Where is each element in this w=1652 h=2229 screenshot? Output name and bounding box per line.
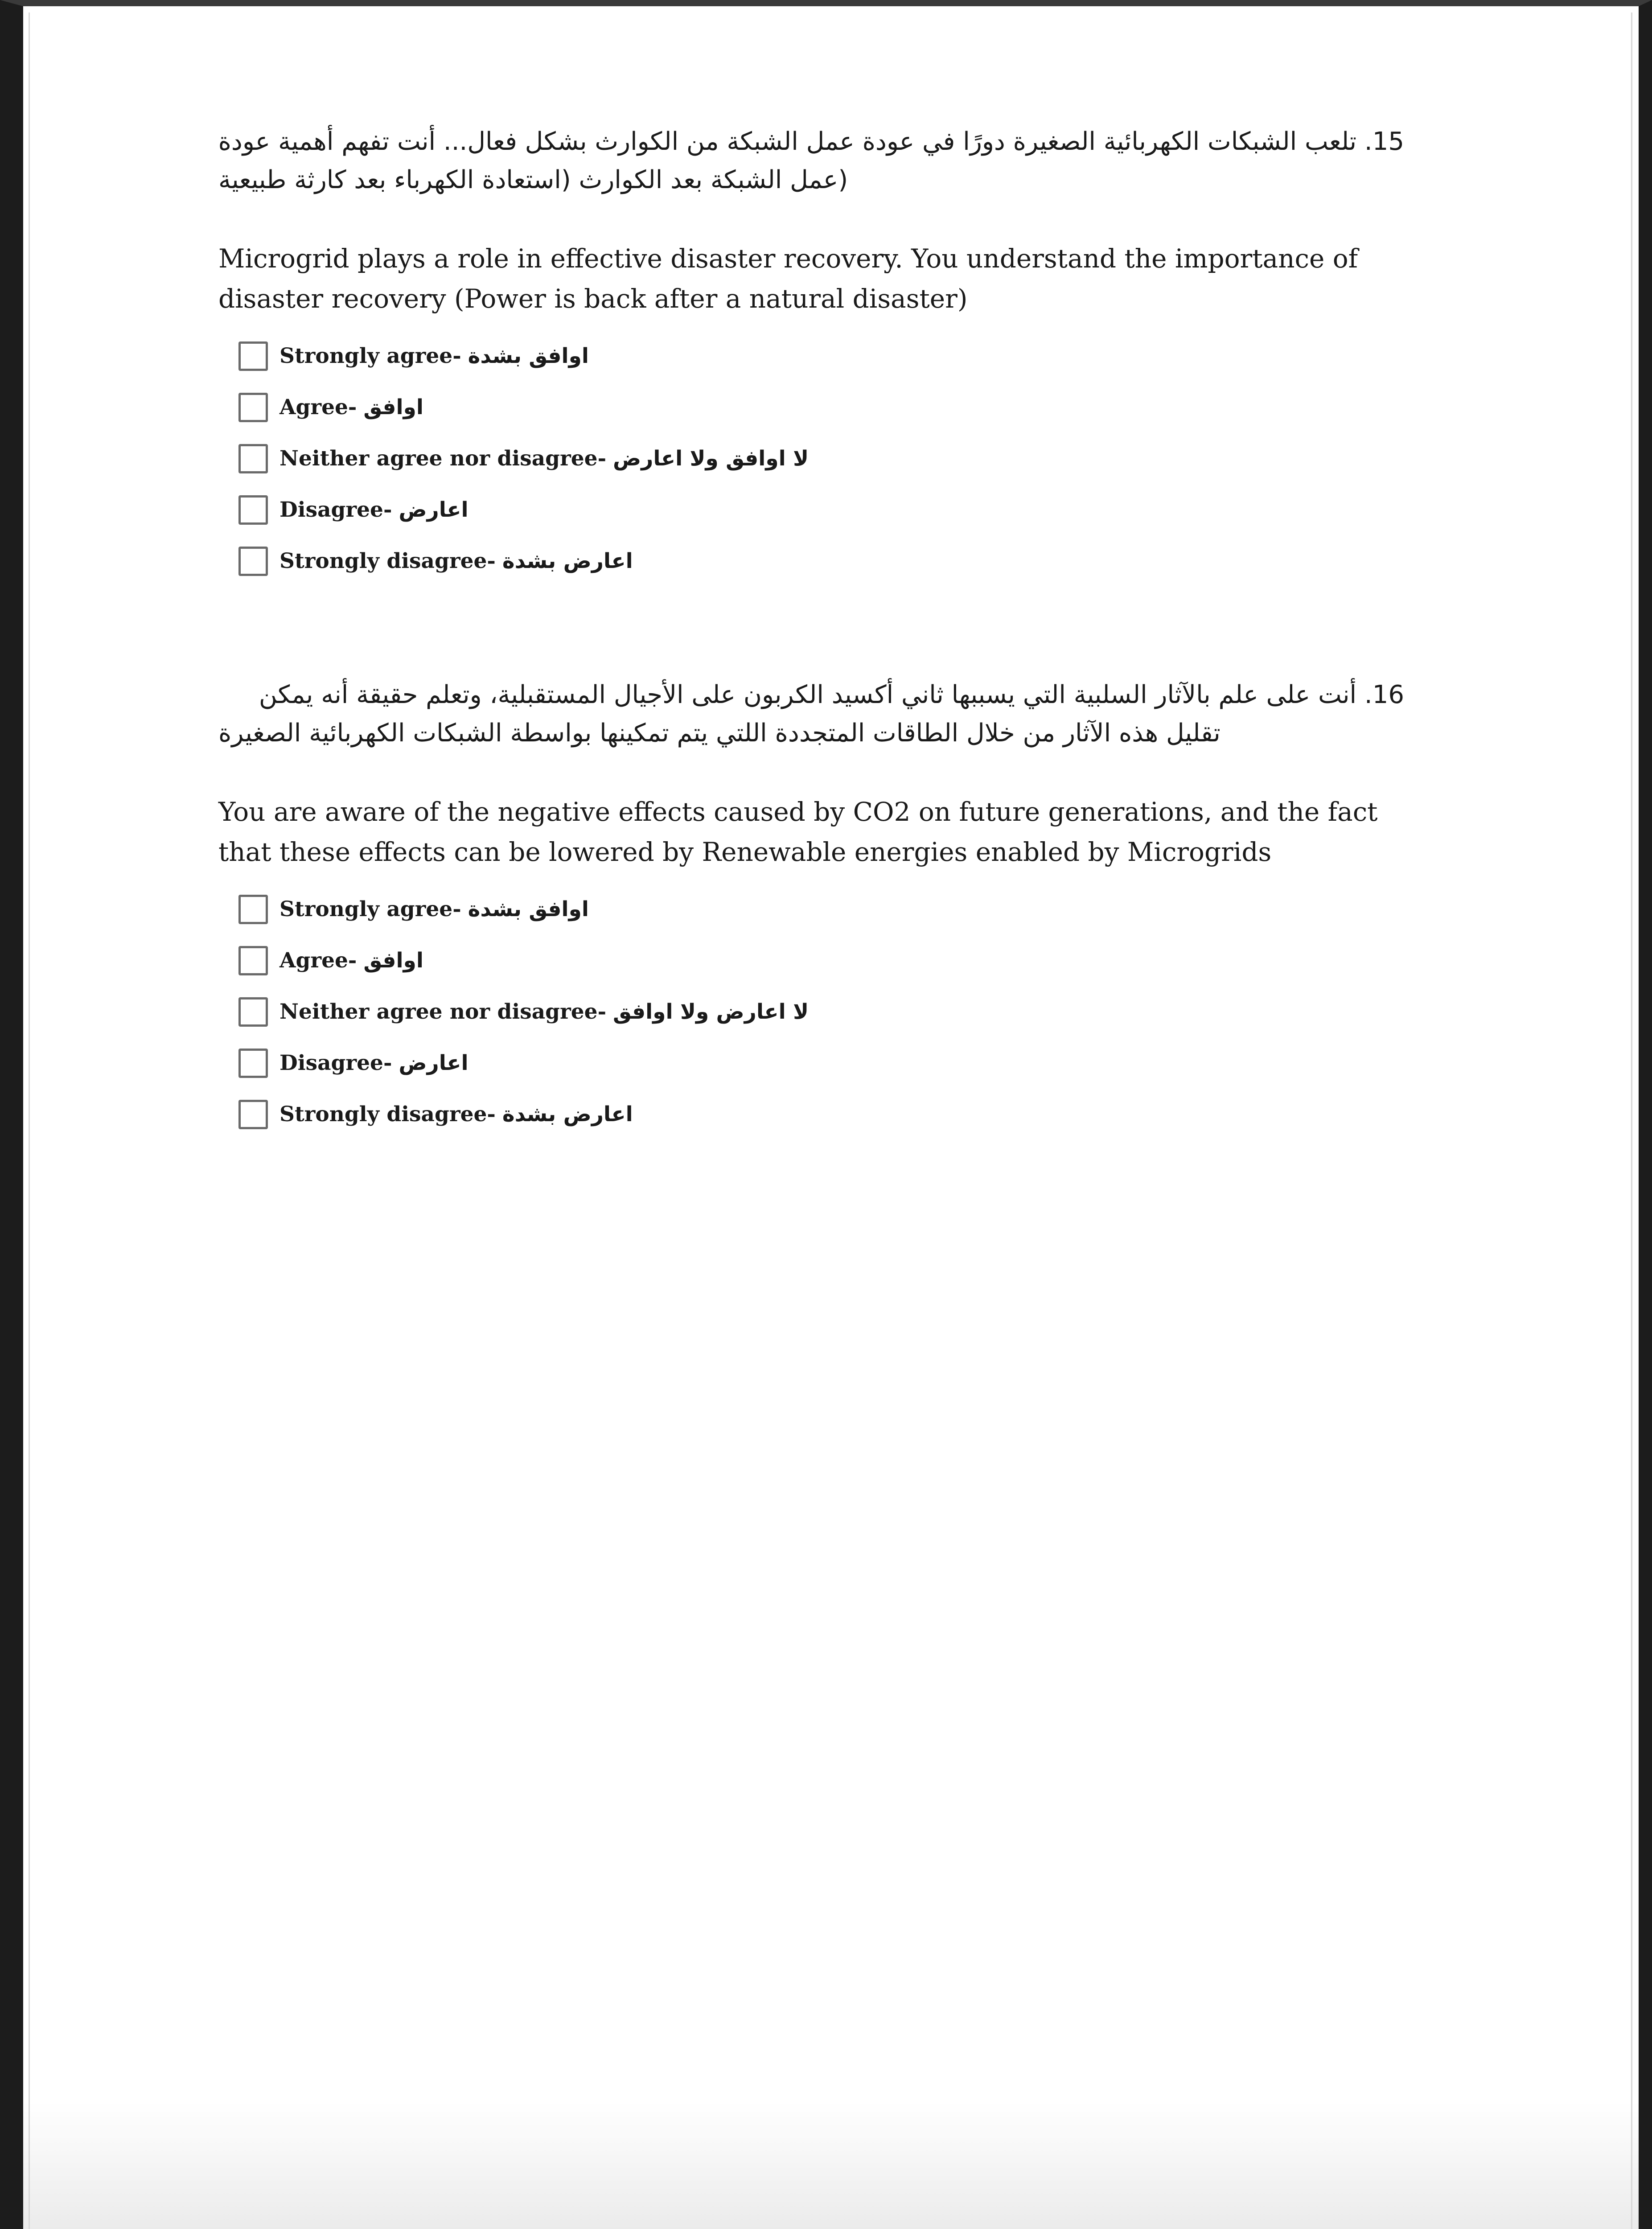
checkbox[interactable] (238, 997, 268, 1027)
checkbox[interactable] (238, 1100, 268, 1129)
question-number: 15. (1364, 127, 1404, 156)
option-label-en: Disagree- (279, 498, 392, 522)
option-disagree[interactable] (238, 484, 1431, 535)
answer-options (218, 884, 1431, 1140)
option-label (279, 498, 468, 522)
checkbox[interactable] (238, 1049, 268, 1078)
option-label-ar: لا اعارض ولا اوافق (613, 999, 809, 1024)
question-arabic-line-2: تقليل هذه الآثار من خلال الطاقات المتجددة اللتي يتم تمكينها بواسطة الشبكات الكهربائية الصغيرة (218, 719, 1221, 748)
option-label (279, 897, 589, 921)
option-agree[interactable] (238, 382, 1431, 433)
question-english-line-1: Microgrid plays a role in effective disaster recovery. You understand the importance of (218, 243, 1358, 274)
option-strongly-disagree[interactable] (238, 1089, 1431, 1140)
question-arabic-line-1-text: تلعب الشبكات الكهربائية الصغيرة دورًا في عودة عمل الشبكة من الكوارث بشكل فعال... أنت تفهم أهمية عودة (218, 127, 1357, 156)
option-label-en: Strongly agree- (279, 344, 461, 368)
answer-options (218, 330, 1431, 587)
checkbox[interactable] (238, 444, 268, 473)
option-label (279, 1051, 468, 1075)
checkbox[interactable] (238, 895, 268, 924)
question-arabic-text (218, 123, 1431, 199)
question-english-line-1: You are aware of the negative effects caused by CO2 on future generations, and the fact (218, 797, 1378, 827)
option-label-en: Neither agree nor disagree- (279, 446, 607, 471)
option-strongly-disagree[interactable] (238, 535, 1431, 587)
option-label (279, 948, 423, 973)
option-label-en: Disagree- (279, 1051, 392, 1075)
option-label-ar: اعارض بشدة (502, 1102, 633, 1127)
option-label (279, 446, 809, 471)
option-label (279, 549, 633, 573)
option-label-ar: لا اوافق ولا اعارض (613, 446, 809, 471)
option-label-ar: اعارض (399, 498, 468, 522)
option-label (279, 999, 809, 1024)
option-label (279, 344, 589, 368)
option-label-ar: اوافق (363, 948, 423, 973)
checkbox[interactable] (238, 547, 268, 576)
option-label-en: Agree- (279, 395, 357, 419)
option-label-ar: اعارض بشدة (502, 549, 633, 573)
checkbox[interactable] (238, 946, 268, 975)
option-label-ar: اوافق (363, 395, 423, 419)
option-label-en: Neither agree nor disagree- (279, 999, 607, 1024)
question-english-text (218, 239, 1431, 319)
option-label-ar: اعارض (399, 1051, 468, 1075)
survey-content (218, 123, 1431, 1229)
question-english-line-2: that these effects can be lowered by Renewable energies enabled by Microgrids (218, 837, 1272, 867)
question-arabic-line-1 (218, 123, 1404, 161)
option-neutral[interactable] (238, 433, 1431, 484)
question-arabic-line-1 (218, 676, 1404, 714)
question-english-line-2: disaster recovery (Power is back after a natural disaster) (218, 284, 968, 314)
option-strongly-agree[interactable] (238, 884, 1431, 935)
option-label-en: Strongly disagree- (279, 1102, 496, 1127)
checkbox[interactable] (238, 495, 268, 525)
option-disagree[interactable] (238, 1037, 1431, 1089)
option-label-en: Strongly disagree- (279, 549, 496, 573)
question-number: 16. (1364, 680, 1404, 709)
option-label (279, 395, 423, 419)
option-neutral[interactable] (238, 986, 1431, 1037)
option-label (279, 1102, 633, 1127)
question-15 (218, 123, 1431, 587)
option-label-en: Strongly agree- (279, 897, 461, 921)
option-strongly-agree[interactable] (238, 330, 1431, 382)
checkbox[interactable] (238, 341, 268, 371)
question-arabic-line-1-text: أنت على علم بالآثار السلبية التي يسببها ثاني أكسيد الكربون على الأجيال المستقبلية، وتعلم حقيقة أنه يمكن (259, 680, 1357, 709)
question-arabic-line-2: (عمل الشبكة بعد الكوارث (استعادة الكهرباء بعد كارثة طبيعية (218, 165, 848, 194)
option-agree[interactable] (238, 935, 1431, 986)
option-label-en: Agree- (279, 948, 357, 973)
question-16 (218, 676, 1431, 1140)
checkbox[interactable] (238, 393, 268, 422)
option-label-ar: اوافق بشدة (468, 897, 589, 921)
option-label-ar: اوافق بشدة (468, 344, 589, 368)
question-english-text (218, 792, 1431, 872)
question-arabic-text (218, 676, 1431, 753)
